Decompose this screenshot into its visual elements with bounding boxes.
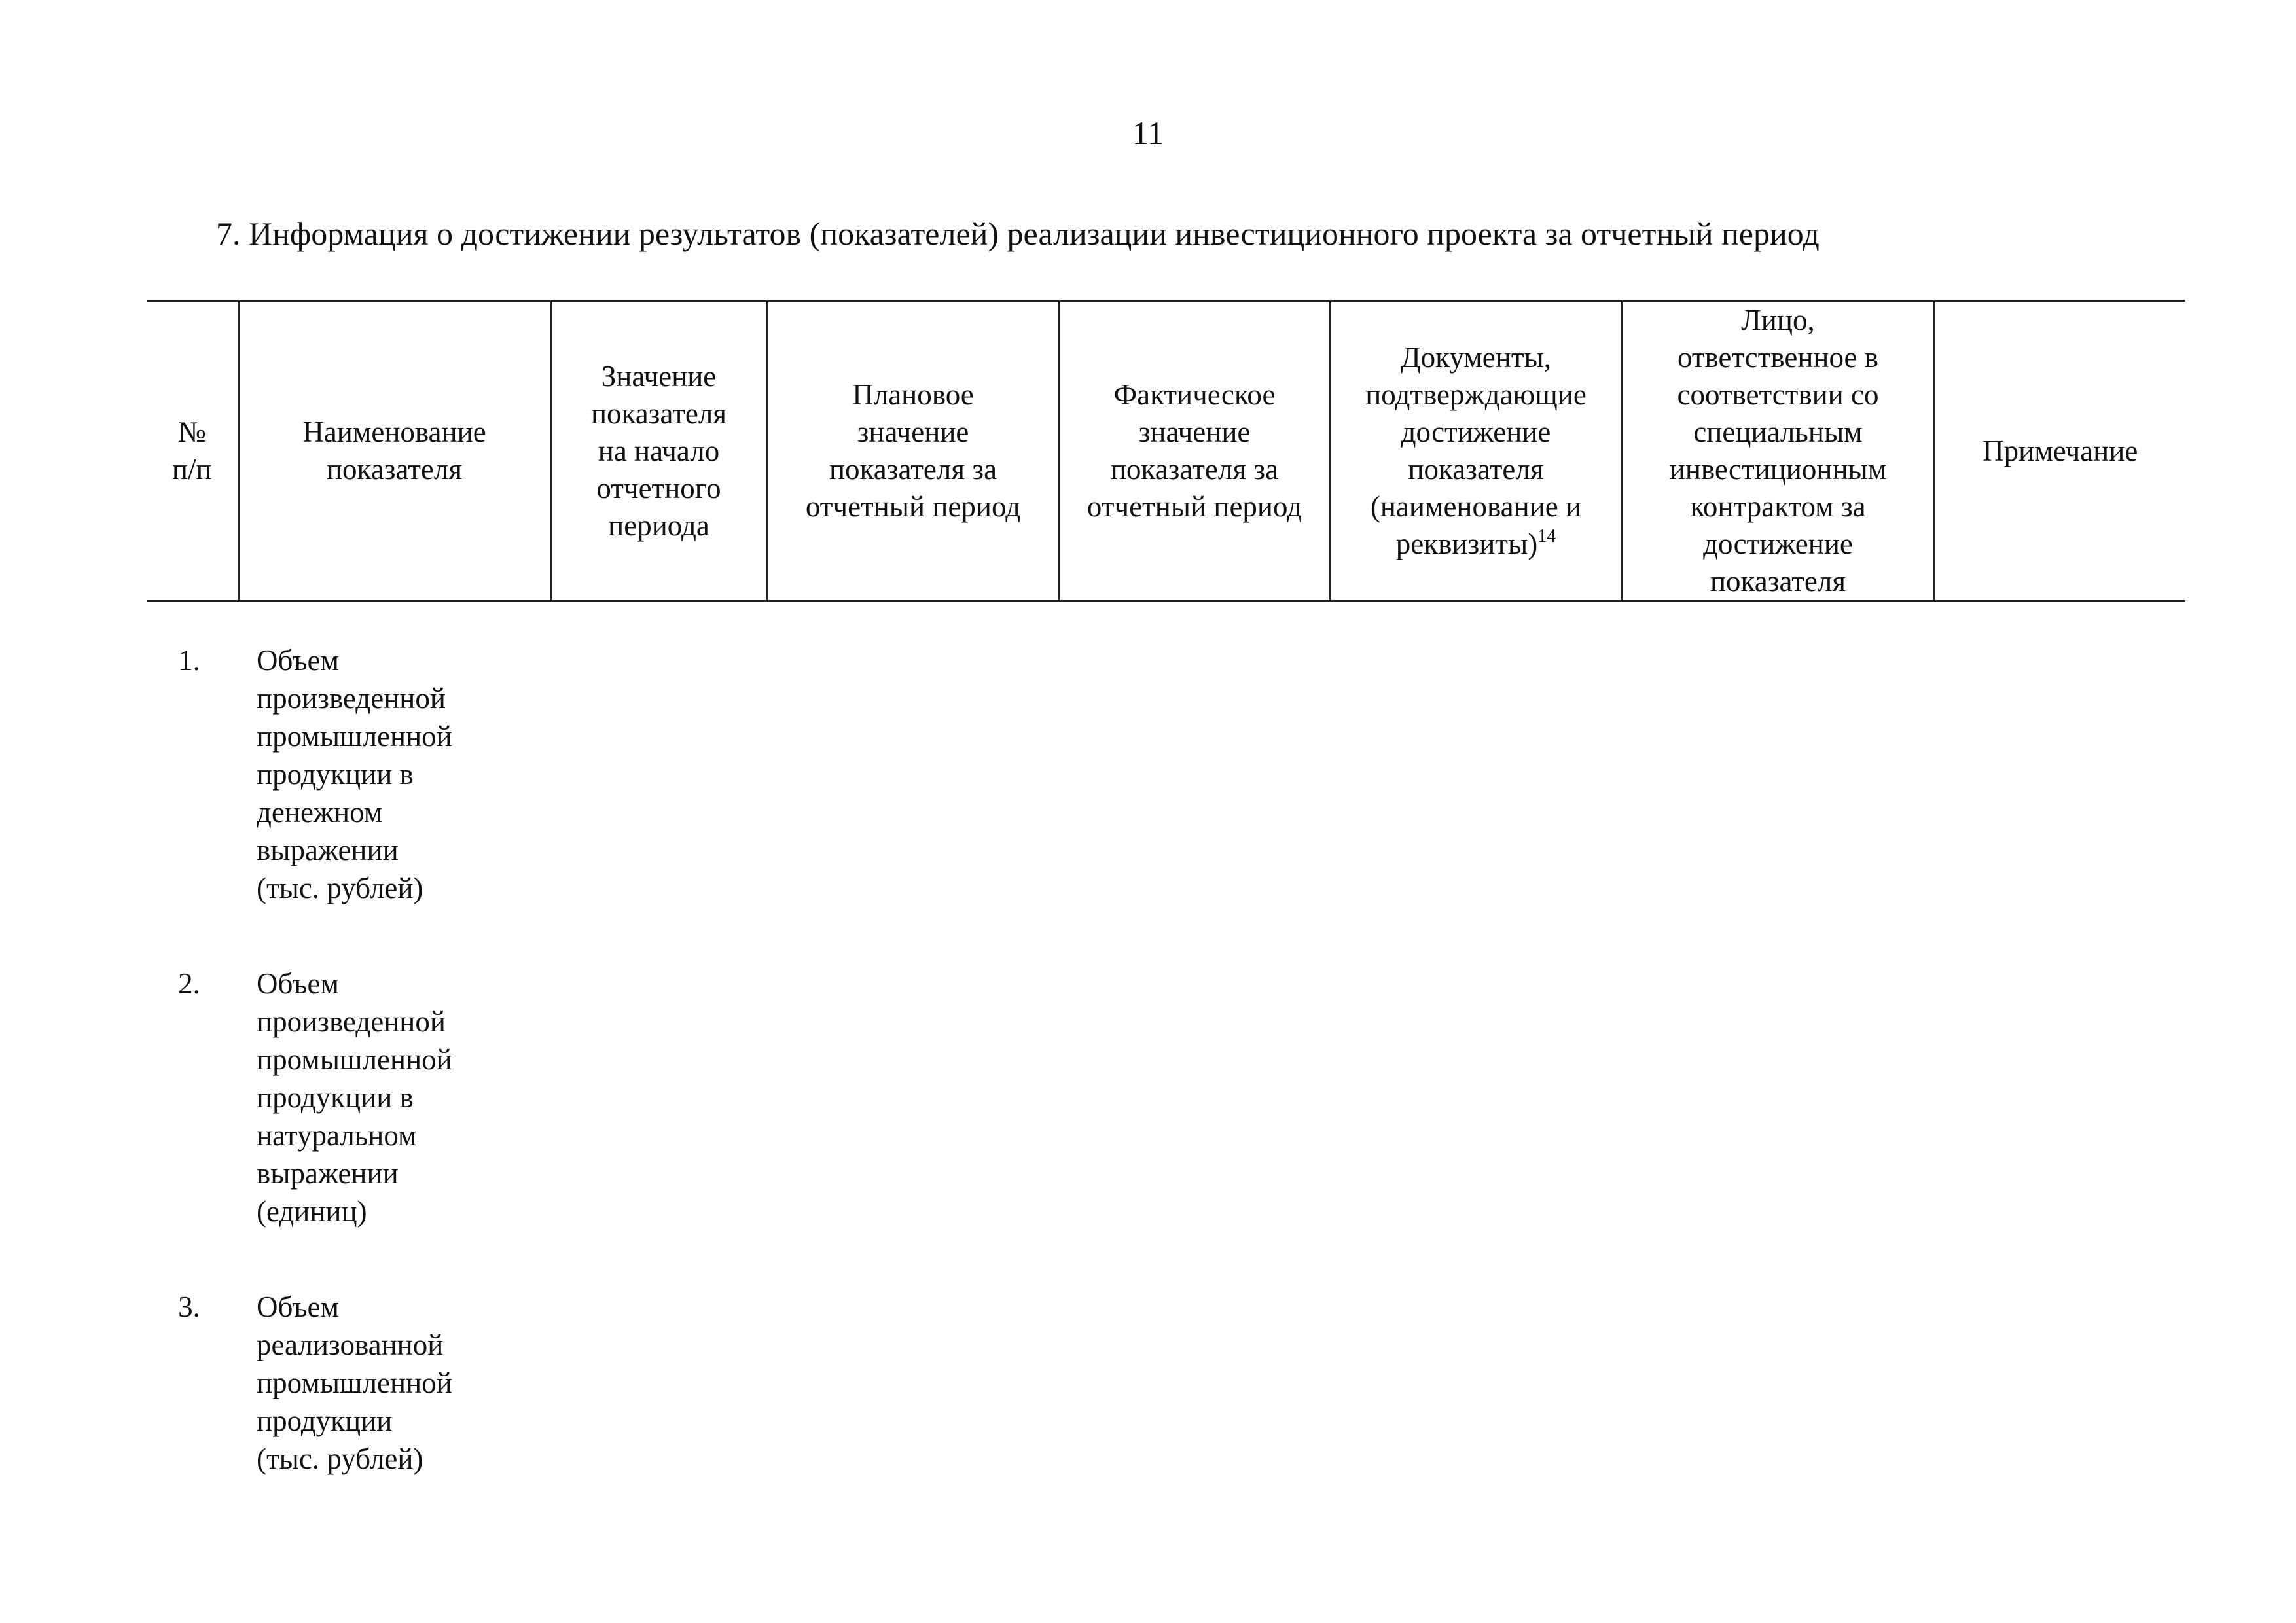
row-documents	[1330, 601, 1622, 965]
header-cell-documents	[1330, 301, 1622, 601]
table-row	[147, 965, 2185, 1288]
section-title: 7. Информация о достижении результатов (показателей) реализации инвестиционного проекта за отчетный период	[216, 215, 1820, 252]
header-cell-indicator-name	[238, 301, 550, 601]
row-start-value	[550, 601, 767, 965]
row-indicator-name	[238, 1288, 550, 1535]
page-number: 11	[1132, 115, 1164, 151]
header-text-responsible-person: Лицо, ответственное в соответствии со специальным инвестиционным контрактом за достижение показателя	[1669, 304, 1887, 597]
row-indicator-name	[238, 601, 550, 965]
row-responsible-person	[1622, 1288, 1934, 1535]
header-cell-actual-value	[1059, 301, 1330, 601]
row-number: 3.	[178, 1291, 200, 1323]
row-note	[1934, 1288, 2185, 1535]
footnote-mark: 14	[1537, 526, 1556, 546]
row-responsible-person	[1622, 601, 1934, 965]
header-text-note: Примечание	[1982, 434, 2138, 467]
row-responsible-person	[1622, 965, 1934, 1288]
row-number: 1.	[178, 644, 200, 677]
row-planned-value	[767, 1288, 1059, 1535]
row-number: 2.	[178, 967, 200, 1000]
row-actual-value	[1059, 1288, 1330, 1535]
header-cell-start-value	[550, 301, 767, 601]
header-text-start-value: Значение показателя на начало отчетного периода	[590, 359, 727, 542]
row-documents	[1330, 1288, 1622, 1535]
header-text-indicator-name: Наименование показателя	[302, 416, 486, 486]
row-note	[1934, 601, 2185, 965]
row-start-value	[550, 1288, 767, 1535]
header-text-planned-value: Плановое значение показателя за отчетный период	[805, 378, 1021, 523]
header-text-number: № п/п	[171, 416, 212, 486]
row-indicator-text: Объем произведенной промышленной продукции в натуральном выражении (единиц)	[257, 967, 452, 1228]
header-cell-number	[147, 301, 238, 601]
row-actual-value	[1059, 965, 1330, 1288]
row-indicator-name	[238, 965, 550, 1288]
header-cell-responsible-person	[1622, 301, 1934, 601]
header-cell-note	[1934, 301, 2185, 601]
table-header-row	[147, 301, 2185, 601]
row-indicator-text: Объем произведенной промышленной продукции в денежном выражении (тыс. рублей)	[257, 644, 452, 904]
row-note	[1934, 965, 2185, 1288]
row-actual-value	[1059, 601, 1330, 965]
results-table	[147, 300, 2185, 1535]
table-row	[147, 601, 2185, 965]
header-text-actual-value: Фактическое значение показателя за отчетный период	[1086, 378, 1302, 523]
header-cell-planned-value	[767, 301, 1059, 601]
results-table-container	[147, 300, 2185, 1535]
row-documents	[1330, 965, 1622, 1288]
row-start-value	[550, 965, 767, 1288]
row-planned-value	[767, 601, 1059, 965]
row-planned-value	[767, 965, 1059, 1288]
table-row	[147, 1288, 2185, 1535]
row-indicator-text: Объем реализованной промышленной продукции (тыс. рублей)	[257, 1291, 452, 1475]
header-text-documents: Документы, подтверждающие достижение показателя (наименование и реквизиты)	[1365, 341, 1587, 560]
